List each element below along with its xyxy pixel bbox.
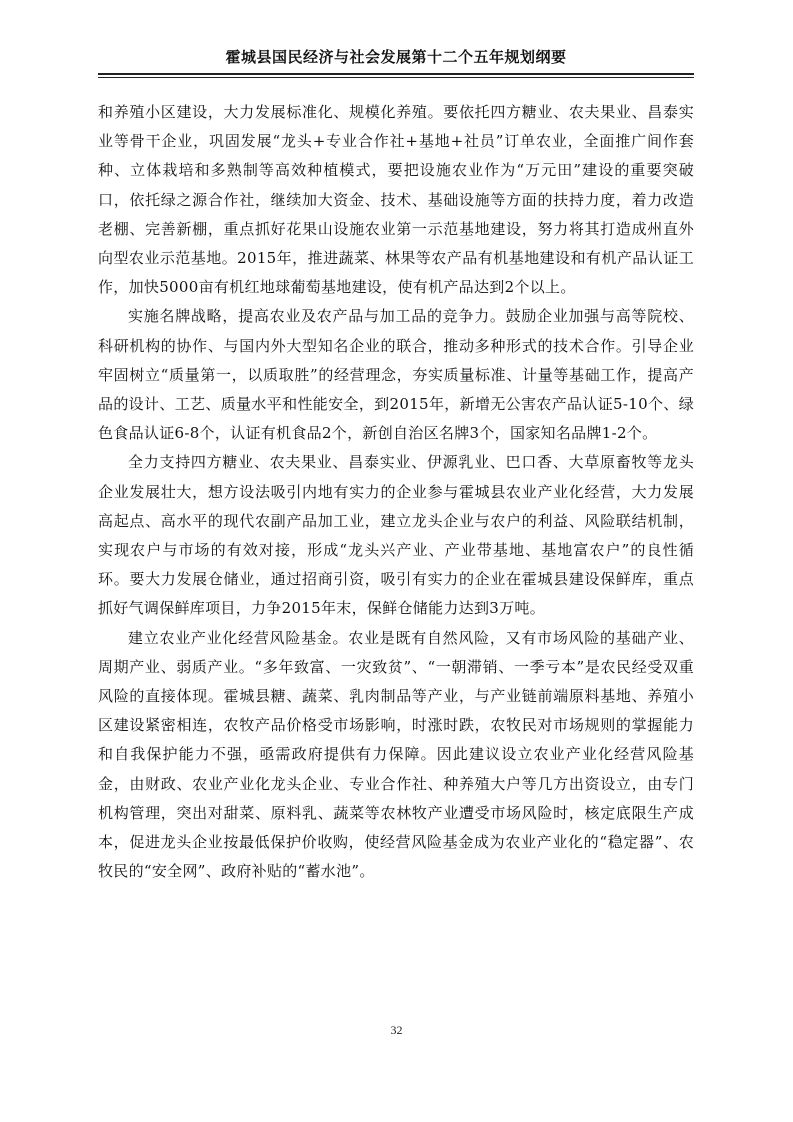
page-number: 32 xyxy=(390,1023,403,1037)
paragraph-leading-enterprises: 全力支持四方糖业、农夫果业、昌泰实业、伊源乳业、巴口香、大草原畜牧等龙头企业发展壮大，想方设法吸引内地有实力的企业参与霍城县农业产业化经营，大力发展高起点、高水平的现代农副产品加工业，建立龙头企业与农户的利益、风险联结机制，实现农户与市场的有效对接，形成“龙头兴产业、产业带基地、基地富农户”的良性循环。要大力发展仓储业，通过招商引资，吸引有实力的企业在霍城县建设保鲜库，重点抓好气调保鲜库项目，力争2015年末，保鲜仓储能力达到3万吨。 xyxy=(98,453,694,618)
paragraph-brand-strategy: 实施名牌战略，提高农业及农产品与加工品的竞争力。鼓励企业加强与高等院校、科研机构的协作、与国内外大型知名企业的联合，推动多种形式的技术合作。引导企业牢固树立“质量第一，以质取胜”的经营理念，夯实质量标准、计量等基础工作，提高产品的设计、工艺、质量水平和性能安全，到2015年，新增无公害农产品认证5-10个、绿色食品认证6-8个，认证有机食品2个，新创自治区名牌3个，国家知名品牌1-2个。 xyxy=(98,307,694,443)
header-rule-secondary xyxy=(98,77,694,78)
running-header: 霍城县国民经济与社会发展第十二个五年规划纲要 xyxy=(225,48,567,66)
paragraph-continued: 和养殖小区建设，大力发展标准化、规模化养殖。要依托四方糖业、农夫果业、昌泰实业等骨干企业，巩固发展“龙头+专业合作社+基地+社员”订单农业，全面推广间作套种、立体栽培和多熟制等高效种植模式，要把设施农业作为“万元田”建设的重要突破口，依托绿之源合作社，继续加大资金、技术、基础设施等方面的扶持力度，着力改造老棚、完善新棚，重点抓好花果山设施农业第一示范基地建设，努力将其打造成州直外向型农业示范基地。2015年，推进蔬菜、林果等农产品有机基地建设和有机产品认证工作，加快5000亩有机红地球葡萄基地建设，使有机产品达到2个以上。 xyxy=(98,103,694,297)
body-text xyxy=(98,98,694,886)
paragraph-risk-fund: 建立农业产业化经营风险基金。农业是既有自然风险，又有市场风险的基础产业、周期产业、弱质产业。“多年致富、一灾致贫”、“一朝滞销、一季亏本”是农民经受双重风险的直接体现。霍城县糖、蔬菜、乳肉制品等产业，与产业链前端原料基地、养殖小区建设紧密相连，农牧产品价格受市场影响，时涨时跌，农牧民对市场规则的掌握能力和自我保护能力不强，亟需政府提供有力保障。因此建议设立农业产业化经营风险基金，由财政、农业产业化龙头企业、专业合作社、种养殖大户等几方出资设立，由专门机构管理，突出对甜菜、原料乳、蔬菜等农林牧产业遭受市场风险时，核定底限生产成本，促进龙头企业按最低保护价收购，使经营风险基金成为农业产业化的“稳定器”、农牧民的“安全网”、政府补贴的“蓄水池”。 xyxy=(98,628,694,881)
header-rule xyxy=(98,73,694,75)
